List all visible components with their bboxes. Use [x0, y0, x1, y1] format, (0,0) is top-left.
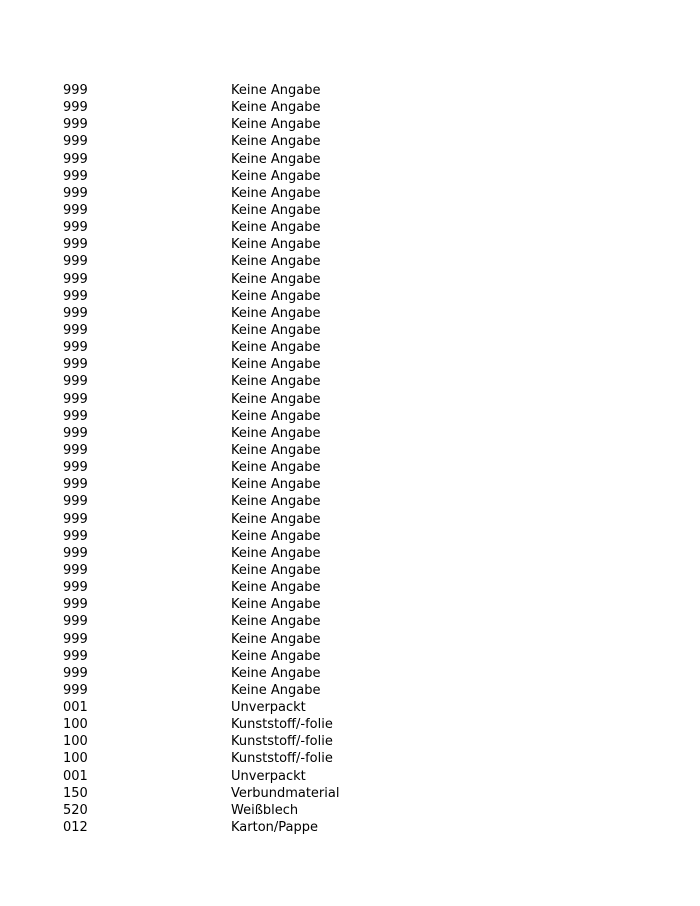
description-cell: Keine Angabe — [231, 511, 321, 527]
code-cell: 999 — [63, 151, 88, 167]
table-row — [63, 373, 483, 390]
table-row — [63, 99, 483, 116]
description-cell: Keine Angabe — [231, 168, 321, 184]
code-cell: 999 — [63, 374, 88, 390]
table-row — [63, 408, 483, 425]
description-cell: Keine Angabe — [231, 374, 321, 390]
description-cell: Keine Angabe — [231, 288, 321, 304]
code-cell: 999 — [63, 340, 88, 356]
code-cell: 999 — [63, 237, 88, 253]
description-cell: Keine Angabe — [231, 442, 321, 458]
code-cell: 999 — [63, 477, 88, 493]
code-cell: 999 — [63, 528, 88, 544]
code-cell: 999 — [63, 100, 88, 116]
table-row — [63, 768, 483, 785]
table-row — [63, 682, 483, 699]
description-cell: Kunststoff/-folie — [231, 751, 333, 767]
table-row — [63, 288, 483, 305]
code-cell: 100 — [63, 751, 88, 767]
code-cell: 999 — [63, 220, 88, 236]
code-cell: 999 — [63, 391, 88, 407]
table-row — [63, 613, 483, 630]
table-row — [63, 562, 483, 579]
code-cell: 001 — [63, 700, 88, 716]
table-row — [63, 785, 483, 802]
table-row — [63, 750, 483, 767]
table-row — [63, 716, 483, 733]
code-cell: 999 — [63, 494, 88, 510]
table-row — [63, 528, 483, 545]
code-cell: 999 — [63, 83, 88, 98]
description-cell: Keine Angabe — [231, 322, 321, 338]
description-cell: Keine Angabe — [231, 528, 321, 544]
description-cell: Keine Angabe — [231, 305, 321, 321]
code-cell: 999 — [63, 185, 88, 201]
description-cell: Keine Angabe — [231, 185, 321, 201]
code-cell: 150 — [63, 785, 88, 801]
table-row — [63, 819, 483, 836]
code-cell: 999 — [63, 682, 88, 698]
table-row — [63, 425, 483, 442]
description-cell: Keine Angabe — [231, 220, 321, 236]
description-cell: Keine Angabe — [231, 237, 321, 253]
code-cell: 999 — [63, 425, 88, 441]
table-row — [63, 185, 483, 202]
description-cell: Keine Angabe — [231, 631, 321, 647]
table-row — [63, 305, 483, 322]
description-cell: Keine Angabe — [231, 340, 321, 356]
description-cell: Keine Angabe — [231, 665, 321, 681]
description-cell: Keine Angabe — [231, 202, 321, 218]
description-cell: Keine Angabe — [231, 117, 321, 133]
code-cell: 999 — [63, 357, 88, 373]
table-row — [63, 82, 483, 99]
code-cell: 999 — [63, 408, 88, 424]
table-row — [63, 493, 483, 510]
description-cell: Verbundmaterial — [231, 785, 340, 801]
table-row — [63, 116, 483, 133]
description-cell: Keine Angabe — [231, 614, 321, 630]
description-cell: Keine Angabe — [231, 254, 321, 270]
description-cell: Keine Angabe — [231, 494, 321, 510]
code-cell: 999 — [63, 271, 88, 287]
code-cell: 999 — [63, 442, 88, 458]
table-row — [63, 322, 483, 339]
description-cell: Keine Angabe — [231, 134, 321, 150]
code-cell: 999 — [63, 648, 88, 664]
table-row — [63, 202, 483, 219]
description-cell: Keine Angabe — [231, 425, 321, 441]
description-cell: Keine Angabe — [231, 545, 321, 561]
code-cell: 999 — [63, 322, 88, 338]
table-row — [63, 339, 483, 356]
description-cell: Keine Angabe — [231, 682, 321, 698]
description-cell: Keine Angabe — [231, 477, 321, 493]
description-cell: Karton/Pappe — [231, 820, 319, 836]
code-cell: 999 — [63, 597, 88, 613]
code-cell: 999 — [63, 168, 88, 184]
code-cell: 520 — [63, 802, 88, 818]
code-cell: 100 — [63, 717, 88, 733]
code-cell: 999 — [63, 460, 88, 476]
table-row — [63, 219, 483, 236]
description-cell: Weißblech — [231, 802, 299, 818]
table-row — [63, 168, 483, 185]
table-row — [63, 476, 483, 493]
table-row — [63, 545, 483, 562]
description-cell: Kunststoff/-folie — [231, 734, 333, 750]
table-row — [63, 596, 483, 613]
code-cell: 100 — [63, 734, 88, 750]
table-row — [63, 648, 483, 665]
code-cell: 999 — [63, 305, 88, 321]
code-cell: 999 — [63, 254, 88, 270]
table-row — [63, 253, 483, 270]
table-row — [63, 271, 483, 288]
description-cell: Unverpackt — [231, 700, 306, 716]
table-row — [63, 733, 483, 750]
code-cell: 999 — [63, 665, 88, 681]
description-cell: Keine Angabe — [231, 391, 321, 407]
description-cell: Keine Angabe — [231, 100, 321, 116]
code-cell: 999 — [63, 117, 88, 133]
table-row — [63, 391, 483, 408]
data-table — [63, 82, 483, 836]
table-row — [63, 356, 483, 373]
table-row — [63, 802, 483, 819]
table-row — [63, 151, 483, 168]
table-row — [63, 665, 483, 682]
code-cell: 999 — [63, 511, 88, 527]
description-cell: Keine Angabe — [231, 460, 321, 476]
table-row — [63, 631, 483, 648]
code-cell: 001 — [63, 768, 88, 784]
code-cell: 999 — [63, 134, 88, 150]
table-row — [63, 236, 483, 253]
description-cell: Keine Angabe — [231, 408, 321, 424]
description-cell: Keine Angabe — [231, 271, 321, 287]
code-cell: 999 — [63, 545, 88, 561]
table-row — [63, 699, 483, 716]
description-cell: Keine Angabe — [231, 151, 321, 167]
description-cell: Keine Angabe — [231, 562, 321, 578]
table-row — [63, 133, 483, 150]
description-cell: Keine Angabe — [231, 357, 321, 373]
description-cell: Kunststoff/-folie — [231, 717, 333, 733]
table-row — [63, 442, 483, 459]
description-cell: Keine Angabe — [231, 83, 321, 98]
table-row — [63, 459, 483, 476]
code-cell: 012 — [63, 820, 88, 836]
code-cell: 999 — [63, 614, 88, 630]
code-cell: 999 — [63, 562, 88, 578]
description-cell: Keine Angabe — [231, 597, 321, 613]
table-row — [63, 511, 483, 528]
description-cell: Keine Angabe — [231, 580, 321, 596]
code-cell: 999 — [63, 580, 88, 596]
code-cell: 999 — [63, 202, 88, 218]
description-cell: Keine Angabe — [231, 648, 321, 664]
code-cell: 999 — [63, 288, 88, 304]
code-cell: 999 — [63, 631, 88, 647]
table-row — [63, 579, 483, 596]
description-cell: Unverpackt — [231, 768, 306, 784]
